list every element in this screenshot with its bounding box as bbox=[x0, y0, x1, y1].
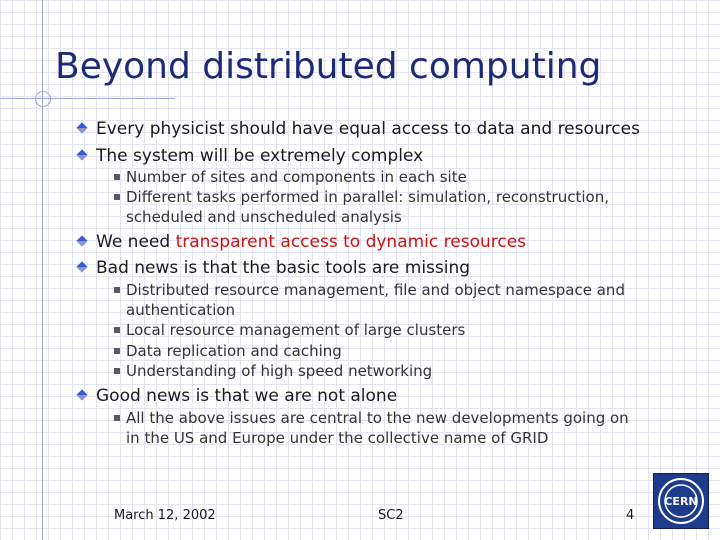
decorative-vertical-line bbox=[42, 0, 43, 540]
page-number: 4 bbox=[626, 508, 635, 523]
bullet-item bbox=[96, 257, 470, 279]
bullet-item bbox=[96, 118, 640, 140]
cern-logo-icon bbox=[653, 473, 709, 529]
sub-bullet-text: authentication bbox=[126, 301, 236, 319]
bullet-text: The system will be extremely complex bbox=[96, 146, 424, 166]
slide-title: Beyond distributed computing bbox=[55, 46, 602, 87]
sub-bullet-continuation bbox=[126, 428, 548, 448]
square-bullet-icon bbox=[114, 174, 120, 180]
square-bullet-icon bbox=[114, 194, 120, 200]
sub-bullet-text: Local resource management of large clusters bbox=[126, 321, 466, 339]
diamond-bullet-icon bbox=[76, 235, 87, 246]
footer-center: SC2 bbox=[378, 508, 404, 523]
bullet-text: Good news is that we are not alone bbox=[96, 386, 398, 406]
square-bullet-icon bbox=[114, 287, 120, 293]
sub-bullet-text: Different tasks performed in parallel: simulation, reconstruction, bbox=[126, 188, 609, 206]
sub-bullet-text: All the above issues are central to the new developments going on bbox=[126, 409, 629, 427]
highlighted-text: transparent access to dynamic resources bbox=[175, 232, 527, 252]
sub-bullet-item bbox=[126, 280, 625, 300]
square-bullet-icon bbox=[114, 368, 120, 374]
square-bullet-icon bbox=[114, 348, 120, 354]
sub-bullet-text: Number of sites and components in each site bbox=[126, 168, 467, 186]
bullet-text: Bad news is that the basic tools are missing bbox=[96, 258, 471, 278]
sub-bullet-continuation bbox=[126, 300, 235, 320]
sub-bullet-text: Distributed resource management, file and object namespace and bbox=[126, 281, 625, 299]
diamond-bullet-icon bbox=[76, 122, 87, 133]
diamond-bullet-icon bbox=[76, 149, 87, 160]
bullet-item bbox=[96, 385, 397, 407]
sub-bullet-text: in the US and Europe under the collective name of GRID bbox=[126, 429, 549, 447]
decorative-horizontal-line bbox=[0, 98, 175, 99]
decorative-circle bbox=[35, 91, 51, 107]
sub-bullet-item bbox=[126, 341, 342, 361]
footer-date: March 12, 2002 bbox=[114, 508, 216, 523]
sub-bullet-item bbox=[126, 361, 432, 381]
sub-bullet-item bbox=[126, 187, 609, 207]
bullet-item bbox=[96, 231, 526, 253]
logo-text: CERN bbox=[664, 495, 698, 508]
bullet-text: Every physicist should have equal access to data and resources bbox=[96, 119, 640, 139]
square-bullet-icon bbox=[114, 415, 120, 421]
sub-bullet-item bbox=[126, 320, 465, 340]
bullet-text: We need bbox=[96, 232, 176, 252]
diamond-bullet-icon bbox=[76, 261, 87, 272]
sub-bullet-item bbox=[126, 167, 467, 187]
square-bullet-icon bbox=[114, 327, 120, 333]
bullet-item bbox=[96, 145, 423, 167]
diamond-bullet-icon bbox=[76, 389, 87, 400]
sub-bullet-continuation bbox=[126, 207, 402, 227]
sub-bullet-item bbox=[126, 408, 629, 428]
sub-bullet-text: Data replication and caching bbox=[126, 342, 342, 360]
sub-bullet-text: scheduled and unscheduled analysis bbox=[126, 208, 402, 226]
sub-bullet-text: Understanding of high speed networking bbox=[126, 362, 433, 380]
